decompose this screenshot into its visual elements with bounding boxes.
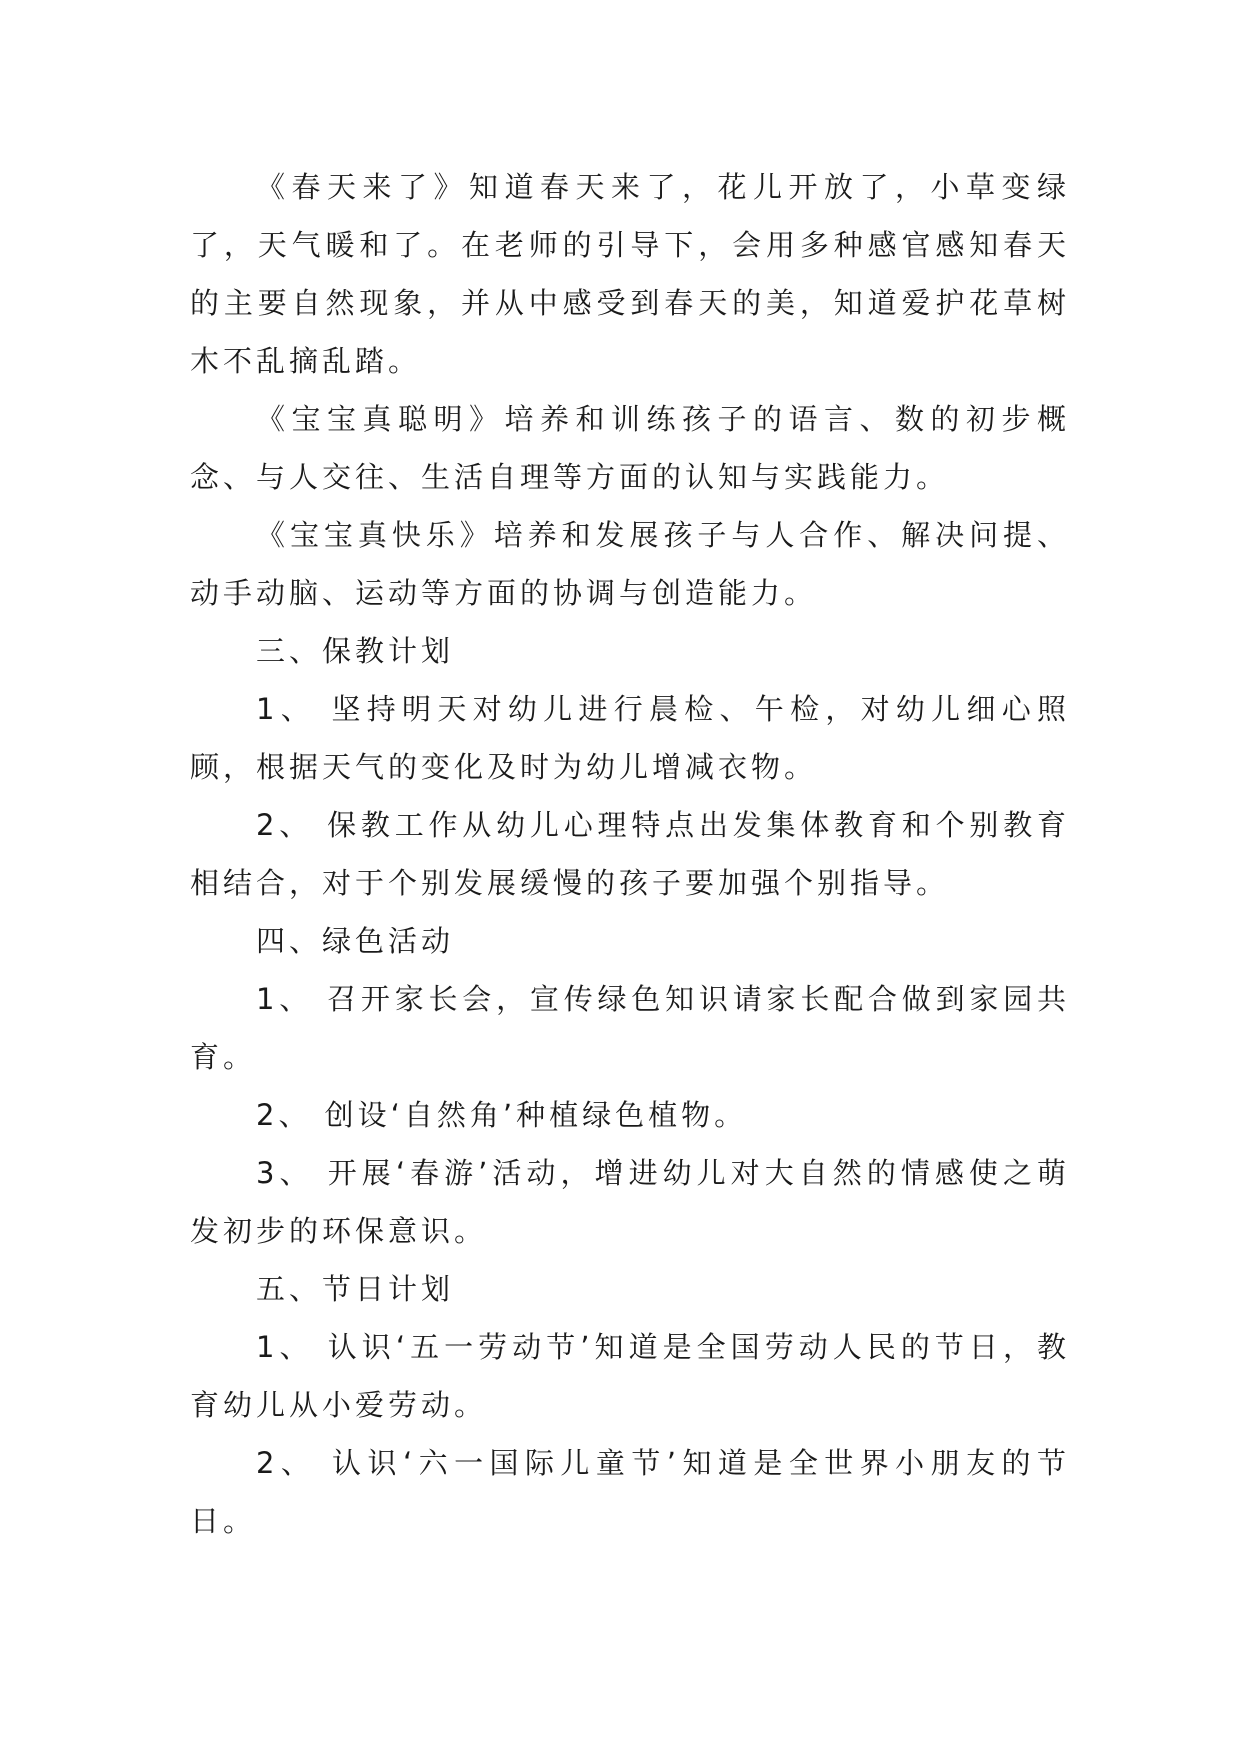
paragraph-smart-baby-lesson: 《宝宝真聪明》培养和训练孩子的语言、数的初步概念、与人交往、生活自理等方面的认知与实践能力。	[190, 402, 1070, 494]
paragraph-green-activity-2: 2、 创设‘自然角’种植绿色植物。	[256, 1098, 748, 1132]
paragraph-green-activity-3: 3、 开展‘春游’活动，增进幼儿对大自然的情感使之萌发初步的环保意识。	[190, 1156, 1070, 1248]
paragraph-care-plan-2: 2、 保教工作从幼儿心理特点出发集体教育和个别教育相结合，对于个别发展缓慢的孩子要加强个别指导。	[190, 808, 1070, 900]
section-heading-care-plan: 三、保教计划	[256, 634, 455, 668]
paragraph-care-plan-1: 1、 坚持明天对幼儿进行晨检、午检，对幼儿细心照顾，根据天气的变化及时为幼儿增减衣物。	[190, 692, 1070, 784]
paragraph-spring-lesson: 《春天来了》知道春天来了，花儿开放了，小草变绿了，天气暖和了。在老师的引导下，会用多种感官感知春天的主要自然现象，并从中感受到春天的美，知道爱护花草树木不乱摘乱踏。	[190, 170, 1070, 378]
paragraph-holiday-plan-2: 2、 认识‘六一国际儿童节’知道是全世界小朋友的节日。	[190, 1446, 1070, 1538]
section-heading-holiday-plan: 五、节日计划	[256, 1272, 455, 1306]
paragraph-happy-baby-lesson: 《宝宝真快乐》培养和发展孩子与人合作、解决问提、动手动脑、运动等方面的协调与创造能力。	[190, 518, 1070, 610]
document-body	[190, 158, 1070, 1550]
paragraph-green-activity-1: 1、 召开家长会，宣传绿色知识请家长配合做到家园共育。	[190, 982, 1070, 1074]
paragraph-holiday-plan-1: 1、 认识‘五一劳动节’知道是全国劳动人民的节日，教育幼儿从小爱劳动。	[190, 1330, 1070, 1422]
section-heading-green-activities: 四、绿色活动	[256, 924, 455, 958]
